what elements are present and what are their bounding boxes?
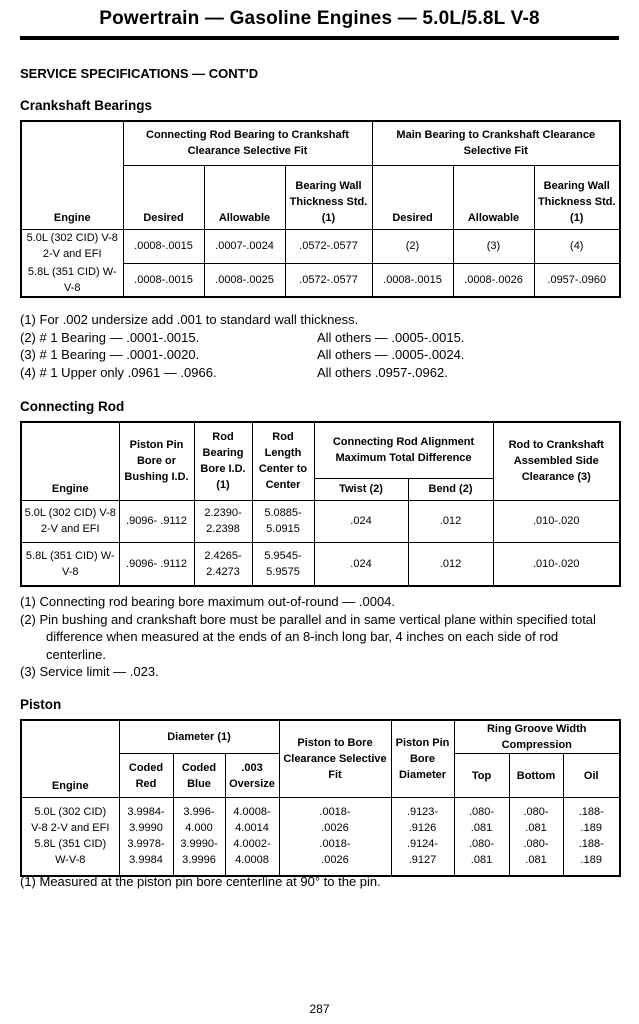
value-cell: .0007-.0024 (204, 229, 285, 263)
piston-notes (20, 873, 620, 891)
value-cell: 3.9984- 3.9990 3.9978- 3.9984 (119, 798, 173, 876)
col-allowable: Allowable (204, 165, 285, 229)
value-cell: .0957-.0960 (534, 263, 620, 297)
value-cell: (3) (453, 229, 534, 263)
footnote: All others .0957-.0962. (317, 364, 448, 380)
footnote: (3) Service limit — .023. (20, 664, 159, 679)
engine-cell: 5.0L (302 CID) V-8 2-V and EFI (21, 229, 123, 263)
value-cell: (2) (372, 229, 453, 263)
value-cell: .012 (408, 542, 493, 586)
value-cell: .0008-.0015 (123, 229, 204, 263)
value-cell: .0018- .0026 .0018- .0026 (279, 798, 391, 876)
value-cell: 3.996- 4.000 3.9990- 3.9996 (173, 798, 225, 876)
col-bend: Bend (2) (408, 478, 493, 500)
col-group-ring-groove: Ring Groove Width Compression (454, 720, 620, 754)
footnote: (2) # 1 Bearing — .0001-.0015. (20, 329, 200, 345)
table-row (21, 798, 620, 876)
connecting-rod-heading: Connecting Rod (20, 399, 125, 414)
value-cell: .188- .189 .188- .189 (563, 798, 620, 876)
value-cell: .0008-.0025 (204, 263, 285, 297)
col-top: Top (454, 754, 509, 798)
value-cell: .010-.020 (493, 542, 620, 586)
value-cell: 2.4265- 2.4273 (194, 542, 252, 586)
col-group-main-bearing: Main Bearing to Crankshaft Clearance Selective Fit (372, 121, 620, 165)
value-cell: .9123- .9126 .9124- .9127 (391, 798, 454, 876)
connecting-rod-table (20, 421, 621, 587)
table-row (21, 542, 620, 586)
value-cell: .0572-.0577 (285, 263, 372, 297)
engine-cell: 5.0L (302 CID) V-8 2-V and EFI (21, 500, 119, 542)
col-rod-length: Rod Length Center to Center (252, 422, 314, 500)
piston-table (20, 719, 621, 877)
value-cell: .010-.020 (493, 500, 620, 542)
col-group-alignment: Connecting Rod Alignment Maximum Total Difference (314, 422, 493, 478)
value-cell: .012 (408, 500, 493, 542)
connecting-rod-notes (20, 593, 620, 681)
engine-cell: 5.8L (351 CID) W-V-8 (21, 263, 123, 297)
table-row (21, 500, 620, 542)
value-cell: .024 (314, 500, 408, 542)
footnote: (3) # 1 Bearing — .0001-.0020. (20, 347, 200, 362)
value-cell: (4) (534, 229, 620, 263)
page-number: 287 (309, 1002, 330, 1016)
value-cell: 5.9545- 5.9575 (252, 542, 314, 586)
piston-heading: Piston (20, 697, 62, 712)
value-cell: 4.0008- 4.0014 4.0002- 4.0008 (225, 798, 279, 876)
title-rule (20, 36, 619, 40)
col-pin-bore: Piston Pin Bore or Bushing I.D. (119, 422, 194, 500)
col-allowable: Allowable (453, 165, 534, 229)
footnote: (1) For .002 undersize add .001 to standard wall thickness. (20, 312, 359, 327)
footnote: All others — .0005-.0024. (317, 347, 465, 362)
value-cell: .9096- .9112 (119, 542, 194, 586)
value-cell: 5.0885- 5.0915 (252, 500, 314, 542)
col-engine: Engine (21, 422, 119, 500)
col-coded-red: Coded Red (119, 754, 173, 798)
value-cell: .0008-.0026 (453, 263, 534, 297)
col-desired: Desired (372, 165, 453, 229)
footnote: All others — .0005-.0015. (317, 329, 465, 345)
engine-cell: 5.0L (302 CID) V-8 2-V and EFI 5.8L (351 CID) W-V-8 (21, 798, 119, 876)
col-wall-thickness: Bearing Wall Thickness Std. (1) (534, 165, 620, 229)
col-twist: Twist (2) (314, 478, 408, 500)
col-bottom: Bottom (509, 754, 563, 798)
col-oil: Oil (563, 754, 620, 798)
col-engine: Engine (21, 121, 123, 229)
value-cell: .080- .081 .080- .081 (509, 798, 563, 876)
value-cell: .0572-.0577 (285, 229, 372, 263)
value-cell: .0008-.0015 (372, 263, 453, 297)
page-title: Powertrain — Gasoline Engines — 5.0L/5.8L V-8 (99, 8, 540, 29)
col-pin-bore-diameter: Piston Pin Bore Diameter (391, 720, 454, 798)
col-coded-blue: Coded Blue (173, 754, 225, 798)
footnote: (4) # 1 Upper only .0961 — .0966. (20, 364, 217, 380)
engine-cell: 5.8L (351 CID) W-V-8 (21, 542, 119, 586)
crankshaft-notes (20, 311, 620, 381)
col-bore-clearance: Piston to Bore Clearance Selective Fit (279, 720, 391, 798)
col-bearing-bore: Rod Bearing Bore I.D. (1) (194, 422, 252, 500)
crankshaft-heading: Crankshaft Bearings (20, 98, 153, 113)
col-wall-thickness: Bearing Wall Thickness Std. (1) (285, 165, 372, 229)
col-engine: Engine (21, 720, 119, 798)
col-desired: Desired (123, 165, 204, 229)
footnote: (1) Measured at the piston pin bore centerline at 90° to the pin. (20, 874, 381, 889)
table-row (21, 263, 620, 297)
section-title: SERVICE SPECIFICATIONS — CONT'D (20, 66, 259, 81)
value-cell: .0008-.0015 (123, 263, 204, 297)
value-cell: .080- .081 .080- .081 (454, 798, 509, 876)
table-row (21, 229, 620, 263)
value-cell: 2.2390- 2.2398 (194, 500, 252, 542)
value-cell: .024 (314, 542, 408, 586)
col-oversize: .003 Oversize (225, 754, 279, 798)
footnote: (1) Connecting rod bearing bore maximum out-of-round — .0004. (20, 594, 396, 609)
col-side-clearance: Rod to Crankshaft Assembled Side Clearance (3) (493, 422, 620, 500)
col-group-diameter: Diameter (1) (119, 720, 279, 754)
footnote: (2) Pin bushing and crankshaft bore must be parallel and in same vertical plane within specified total difference when measured at the ends of an 8-inch long bar, 4 inches on each side of rod centerline. (20, 611, 596, 662)
value-cell: .9096- .9112 (119, 500, 194, 542)
col-group-rod-bearing: Connecting Rod Bearing to Crankshaft Clearance Selective Fit (123, 121, 372, 165)
crankshaft-bearings-table (20, 120, 621, 298)
